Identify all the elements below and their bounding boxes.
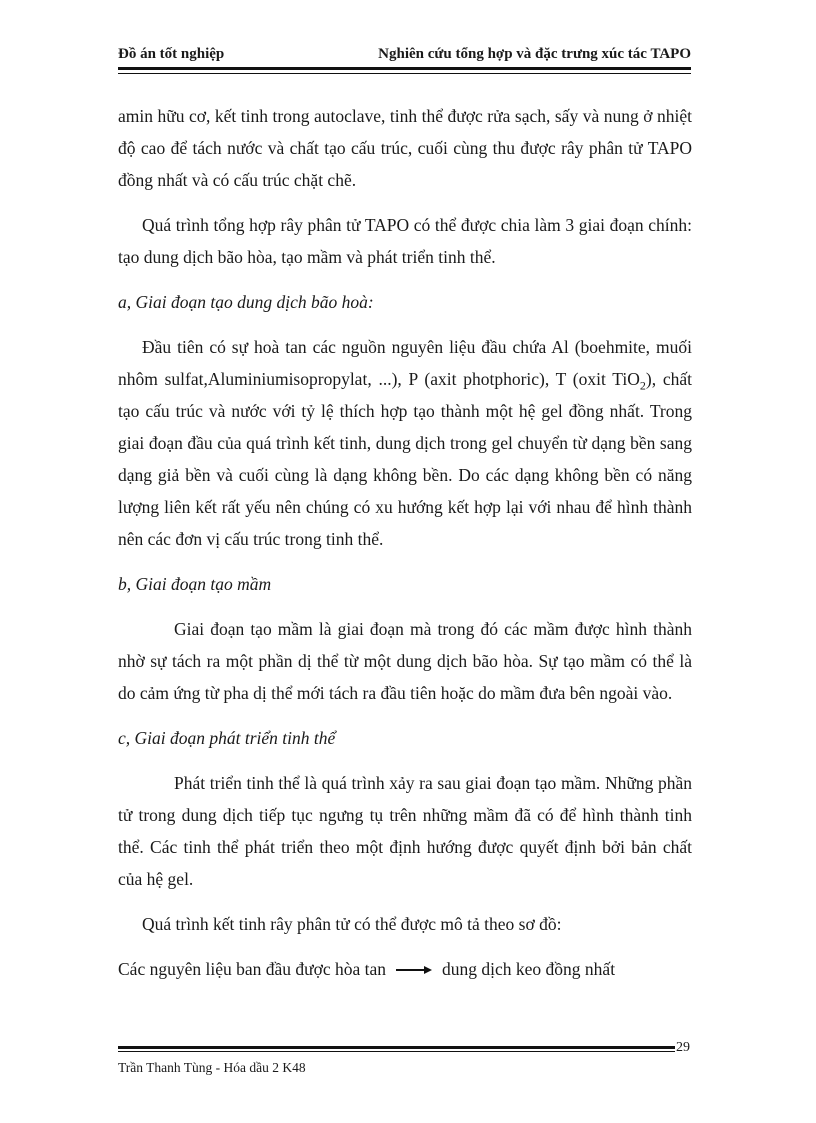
scheme-line [118, 953, 692, 985]
paragraph-stage-b: Giai đoạn tạo mầm là giai đoạn mà trong đó các mầm được hình thành nhờ sự tách ra một phần dị thể từ một dung dịch bão hòa. Sự tạo mầm có thể là do cảm ứng từ pha dị thể mới tách ra đầu tiên hoặc do mầm đưa bên ngoài vào. [118, 619, 692, 703]
paragraph-stage-a-start: Đầu tiên có sự hoà tan các nguồn nguyên liệu đầu chứa Al (boehmite, muối nhôm sulfat,Aluminiumisopropylat, ...), P (axit photphoric), T (oxit TiO [118, 337, 692, 389]
subscript-2: 2 [639, 378, 646, 393]
paragraph-scheme-intro: Quá trình kết tinh rây phân tử có thể được mô tả theo sơ đồ: [142, 914, 562, 934]
scheme-from: Các nguyên liệu ban đầu được hòa tan [118, 959, 387, 979]
page-body [118, 100, 692, 998]
paragraph-stages: Quá trình tổng hợp rây phân tử TAPO có thể được chia làm 3 giai đoạn chính: tạo dung dịch bão hòa, tạo mầm và phát triển tinh thể. [118, 215, 692, 267]
header-rule-thin [118, 73, 691, 74]
page-header [118, 40, 691, 70]
header-left-title: Đồ án tốt nghiệp [118, 46, 225, 62]
footer-author: Trần Thanh Tùng - Hóa dầu 2 K48 [118, 1060, 306, 1075]
scheme-to: dung dịch keo đồng nhất [442, 959, 616, 979]
heading-stage-a: a, Giai đoạn tạo dung dịch bão hoà: [118, 292, 374, 312]
header-rule [118, 67, 691, 70]
paragraph-stage-a-end: ), chất tạo cấu trúc và nước với tỷ lệ thích hợp tạo thành một hệ gel đồng nhất. Trong giai đoạn đầu của quá trình kết tinh, dung dịch trong gel chuyển từ dạng bền sang dạng giả bền và cuối cùng là dạng không bền. Do các dạng không bền có năng lượng liên kết rất yếu nên chúng có xu hướng kết hợp lại với nhau để hình thành nên các đơn vị cấu trúc trong tinh thể. [118, 369, 692, 549]
heading-stage-b: b, Giai đoạn tạo mầm [118, 574, 272, 594]
paragraph-intro: amin hữu cơ, kết tinh trong autoclave, tinh thể được rửa sạch, sấy và nung ở nhiệt độ cao để tách nước và chất tạo cấu trúc, cuối cùng thu được rây phân tử TAPO đồng nhất và có cấu trúc chặt chẽ. [118, 106, 692, 190]
heading-stage-c: c, Giai đoạn phát triển tinh thể [118, 728, 336, 748]
header-right-title: Nghiên cứu tổng hợp và đặc trưng xúc tác TAPO [378, 46, 691, 62]
right-arrow-icon [396, 965, 432, 975]
paragraph-stage-a [118, 331, 692, 555]
footer-rule [118, 1046, 675, 1053]
paragraph-stage-c: Phát triển tinh thể là quá trình xảy ra sau giai đoạn tạo mầm. Những phần tử trong dung dịch tiếp tục ngưng tụ trên những mầm đã có để hình thành tinh thể. Các tinh thể phát triển theo một định hướng được quyết định bởi bản chất của hệ gel. [118, 773, 692, 889]
page-number: 29 [676, 1040, 690, 1055]
